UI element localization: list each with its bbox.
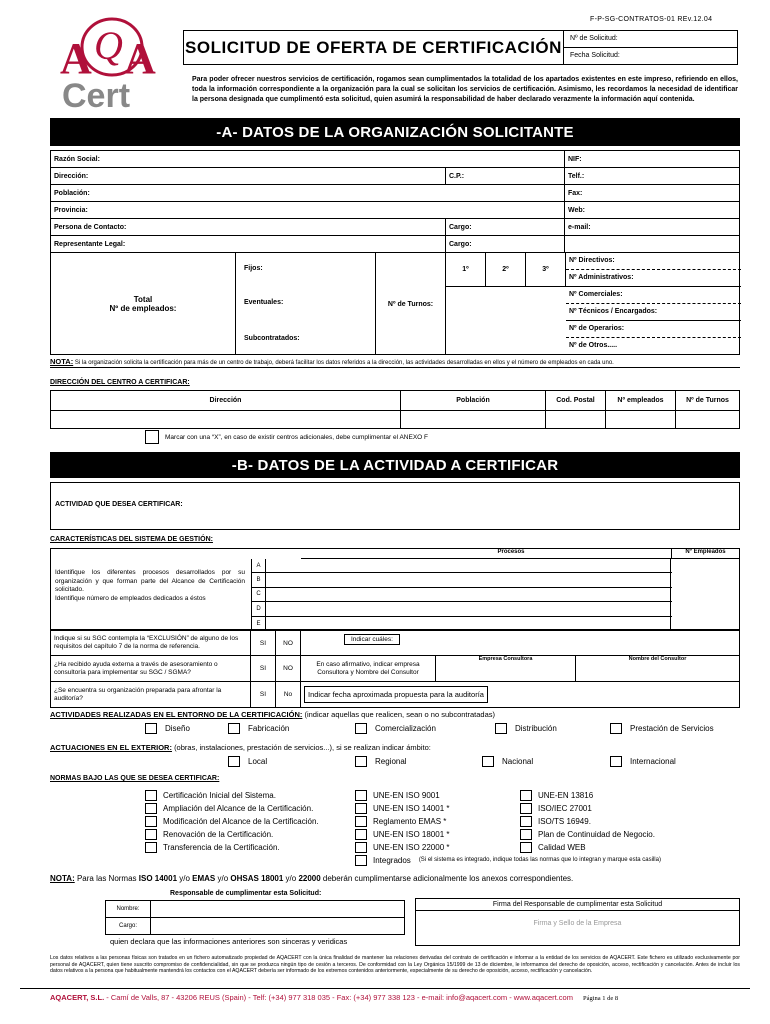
questions-table [50,630,740,708]
norma-option[interactable] [355,815,446,828]
q2-nombre[interactable]: Nombre del Consultor [576,656,740,682]
legal-text: Los datos relativos a las personas físicas son tratados en un fichero automatizado propiedad de AQACERT con la única finalidad de mantener las relaciones derivadas del contrato de certificación e informar a la entidad de los servicios de AQACERT. Este fichero es utilizado exclusivamente por personal de AQACERT, quien tiene suscrito compromiso de confidencialidad, sin que se produzca ningún tipo de cesión a terceros. De conformidad con la Ley Orgánica 15/1999 de 13 de diciembre, le informamos del derecho de oposición, acceso, rectificación y cancelación. Antes de incluir los datos relativos a la persona que habitualmente mantendrá los contactos con el AQACERT debería ser informado de los extremos contenidos anteriormente, especialmente de su derecho de oposición, acceso, rectificación y cancelación. [50,955,740,974]
nif-label[interactable]: NIF: [565,151,740,168]
proceso-letter: A [252,559,266,572]
norma-label: UNE-EN ISO 9001 [373,791,440,800]
q3-no[interactable]: No [276,682,301,708]
employees-block [50,253,740,355]
norma-checkbox[interactable] [520,816,532,827]
norma-label: UNE-EN ISO 22000 * [373,843,450,852]
norma-label: ISO/TS 16949. [538,817,591,826]
norma-checkbox[interactable] [145,790,157,801]
procesos-block [50,548,740,630]
cargo2-label[interactable]: Cargo: [446,236,565,253]
cat-administrativos[interactable]: Nº Administrativos: [566,270,741,287]
act-options [50,723,740,737]
cat-tecnicos[interactable]: Nº Técnicos / Encargados: [566,304,741,321]
nempleados-label: Nº de empleados: [109,304,177,313]
org-table [50,150,740,253]
ext-title: ACTUACIONES EN EL EXTERIOR: (obras, instalaciones, prestación de servicios...), si se realizan indicar ámbito: [50,743,431,752]
option-checkbox[interactable] [145,723,157,734]
svg-text:Cert: Cert [62,77,131,110]
cargo-field[interactable] [151,918,405,935]
web-label[interactable]: Web: [565,202,740,219]
cargo-sign-label: Cargo: [106,918,151,935]
firma-box[interactable] [415,898,740,946]
q3-si[interactable]: SI [251,682,276,708]
option-checkbox[interactable] [610,756,622,767]
turno-3[interactable]: 3º [542,266,549,273]
norma-option[interactable] [520,841,586,854]
cp-label[interactable]: C.P.: [446,168,565,185]
firma-label: Firma del Responsable de cumplimentar esta Solicitud [416,899,739,911]
option-checkbox[interactable] [482,756,494,767]
norma-option[interactable] [520,828,655,841]
norma-label: Reglamento EMAS * [373,817,447,826]
norma-label: ISO/IEC 27001 [538,804,592,813]
option-checkbox[interactable] [355,723,367,734]
cat-operarios[interactable]: Nº de Operarios: [566,321,741,338]
option-dise-o[interactable] [145,723,190,734]
cargo-label[interactable]: Cargo: [446,219,565,236]
q1-no[interactable]: NO [276,631,301,656]
norma-label: Renovación de la Certificación. [163,830,274,839]
resp-table [105,900,405,935]
norma-option[interactable] [145,841,280,854]
norma-checkbox[interactable] [520,790,532,801]
footer: AQACERT, S.L. - Camí de Valls, 87 - 43206 REUS (Spain) - Telf: (+34) 977 318 035 - Fax: (+34) 977 338 123 - e-mail: info@aqacert.com - www.aqacert.com Página 1 de 8 [50,993,619,1002]
procesos-head: Procesos [301,549,721,559]
option-comercializaci-n[interactable] [355,723,436,734]
anexo-row: Marcar con una “X”, en caso de existir centros adicionales, debe cumplimentar el ANEXO F [145,430,428,444]
norma-checkbox[interactable] [355,829,367,840]
proceso-row-e[interactable] [252,617,672,631]
norma-label: Modificación del Alcance de la Certificación. [163,817,319,826]
direccion-label[interactable]: Dirección: [51,168,446,185]
norma-label: Plan de Continuidad de Negocio. [538,830,655,839]
aqacert-logo [50,15,170,110]
option-checkbox[interactable] [228,723,240,734]
q3-text: ¿Se encuentra su organización preparada para afrontar la auditoría? [51,682,251,708]
nombre-label: Nombre: [106,901,151,918]
proceso-row-a[interactable] [252,559,672,573]
act-title: ACTIVIDADES REALIZADAS EN EL ENTORNO DE LA CERTIFICACIÓN: (indicar aquellas que realicen, sean o no subcontratadas) [50,710,496,719]
proceso-letter: B [252,573,266,586]
declaracion: quien declara que las informaciones anteriores son sinceras y veridicas [110,937,348,946]
norma-option[interactable] [355,828,449,841]
norma-option[interactable] [355,841,449,854]
norma-option[interactable] [145,789,276,802]
caract-title: CARACTERÍSTICAS DEL SISTEMA DE GESTIÓN: [50,536,213,543]
q2-si[interactable]: SI [251,656,276,682]
q1-note: Indicar cuáles: [344,634,400,645]
option-label: Local [248,757,268,766]
sol-number-field[interactable]: Nº de Solicitud: [564,31,737,48]
norma-checkbox[interactable] [355,842,367,853]
integrados-option[interactable] [355,854,661,867]
col-direccion: Dirección [51,391,401,411]
svg-text:A: A [124,34,156,83]
option-label: Nacional [502,757,534,766]
integrados-note: (Si el sistema es integrado, indique todas las normas que lo integran y marque esta casilla) [418,857,661,863]
nombre-field[interactable] [151,901,405,918]
total-label: Total [133,295,153,304]
option-internacional[interactable] [610,756,676,767]
section-b-title: -B- DATOS DE LA ACTIVIDAD A CERTIFICAR [50,452,740,478]
option-local[interactable] [228,756,267,767]
fijos-label: Fijos: [244,265,263,272]
centro-title: DIRECCIÓN DEL CENTRO A CERTIFICAR: [50,379,190,386]
norma-label: Certificación Inicial del Sistema. [163,791,276,800]
option-prestaci-n-de-servicios[interactable] [610,723,714,734]
option-checkbox[interactable] [495,723,507,734]
q2-text: ¿Ha recibido ayuda externa a través de asesoramiento o consultoría para implementar su SGC / SGMA? [51,656,251,682]
norma-label: UNE-EN ISO 14001 * [373,804,450,813]
q2-empresa[interactable]: Empresa Consultora [436,656,576,682]
sello-label: Firma y Sello de la Empresa [533,920,622,927]
ident-text: Identifique los diferentes procesos desarrollados por su organización y que forman parte del Alcance de Certificación solicitado. Identifique número de empleados dedicados a éstos [55,569,245,602]
norma-option[interactable] [520,789,593,802]
option-checkbox[interactable] [610,723,622,734]
norma-option[interactable] [355,789,440,802]
cat-comerciales[interactable]: Nº Comerciales: [566,287,741,304]
nemp-head: Nº Empleados [671,549,739,559]
sol-date-field[interactable]: Fecha Solicitud: [570,52,620,60]
integrados-label: Integrados [373,856,411,865]
resp-title: Responsable de cumplimentar esta Solicitud: [170,890,322,897]
provincia-label[interactable]: Provincia: [51,202,565,219]
norma-checkbox[interactable] [355,816,367,827]
proceso-row-b[interactable] [252,573,672,587]
proceso-row-c[interactable] [252,588,672,602]
representante-label[interactable]: Representante Legal: [51,236,446,253]
col-cp: Cod. Postal [546,391,606,411]
intro-text: Para poder ofrecer nuestros servicios de certificación, rogamos sean cumplimentados la totalidad de los apartados existentes en este impreso, refiriendo en ellos, toda la información correspondiente a la organización para la cual se solicitan los servicios de certificación. Asimismo, les recordamos la necesidad de identificar la persona designada que cumplimentó esta solicitud, quien asumirá la responsabilidad de haber declarado verazmente la información aquí contenida. [192,76,738,103]
norma-option[interactable] [145,802,313,815]
telf-label[interactable]: Telf.: [565,168,740,185]
svg-text:A: A [60,34,92,83]
norma-label: Ampliación del Alcance de la Certificación. [163,804,314,813]
subcontratados-label: Subcontratados: [244,335,300,342]
q1-si[interactable]: SI [251,631,276,656]
norma-label: UNE-EN 13816 [538,791,594,800]
razon-label[interactable]: Razón Social: [51,151,565,168]
cat-otros[interactable]: Nº de Otros..... [569,342,618,349]
norma-checkbox[interactable] [355,803,367,814]
section-a-title: -A- DATOS DE LA ORGANIZACIÓN SOLICITANTE [50,118,740,146]
integrados-checkbox[interactable] [355,855,367,866]
norma-option[interactable] [145,815,319,828]
norma-label: UNE-EN ISO 18001 * [373,830,450,839]
contacto-label[interactable]: Persona de Contacto: [51,219,446,236]
nota-b: NOTA: Para las Normas ISO 14001 y/o EMAS y/o OHSAS 18001 y/o 22000 deberán cumplimentarse adicionalmente los anexos correspondientes. [50,874,574,883]
proceso-letter: D [252,602,266,615]
eventuales-label: Eventuales: [244,299,284,306]
q3-note: Indicar fecha aproximada propuesta para la auditoría [304,686,488,703]
turno-2[interactable]: 2º [486,253,526,286]
option-nacional[interactable] [482,756,533,767]
normas-block [145,789,745,873]
q1-text: Indique si su SGC contempla la “EXCLUSIÓN” de alguno de los requisitos del capítulo 7 de la norma de referencia. [51,631,251,656]
turno-1[interactable]: 1º [446,253,486,286]
option-regional[interactable] [355,756,407,767]
norma-checkbox[interactable] [520,803,532,814]
norma-checkbox[interactable] [520,829,532,840]
svg-text:Q: Q [94,23,123,68]
option-distribuci-n[interactable] [495,723,557,734]
option-label: Diseño [165,724,190,733]
q2-note: En caso afirmativo, indicar empresa Consultora y Nombre del Consultor [301,656,436,682]
norma-label: Calidad WEB [538,843,586,852]
norma-option[interactable] [355,802,449,815]
proceso-letter: C [252,588,266,601]
option-label: Prestación de Servicios [630,724,714,733]
proceso-letter: E [252,617,266,631]
norma-checkbox[interactable] [145,803,157,814]
norma-checkbox[interactable] [145,816,157,827]
option-checkbox[interactable] [228,756,240,767]
norm-title: NORMAS BAJO LAS QUE SE DESEA CERTIFICAR: [50,775,220,782]
norma-checkbox[interactable] [520,842,532,853]
option-fabricaci-n[interactable] [228,723,289,734]
option-label: Comercialización [375,724,436,733]
actividad-field[interactable]: ACTIVIDAD QUE DESEA CERTIFICAR: [50,482,740,530]
norma-checkbox[interactable] [355,790,367,801]
col-poblacion: Población [401,391,546,411]
solicitud-box [563,30,738,65]
page-title: SOLICITUD DE OFERTA DE CERTIFICACIÓN [183,30,563,65]
email-label[interactable]: e-mail: [565,219,740,236]
ext-options [50,756,740,770]
norma-option[interactable] [520,815,591,828]
norma-option[interactable] [520,802,592,815]
option-label: Regional [375,757,407,766]
col-empleados: Nº empleados [606,391,676,411]
proceso-row-d[interactable] [252,602,672,616]
option-label: Internacional [630,757,676,766]
col-turnos: Nº de Turnos [676,391,740,411]
fax-label[interactable]: Fax: [565,185,740,202]
q2-no[interactable]: NO [276,656,301,682]
centro-table [50,390,740,429]
option-checkbox[interactable] [355,756,367,767]
nota-a: NOTA: Si la organización solicita la certificación para más de un centro de trabajo, deberá facilitar los datos referidos a la dirección, las actividades desarrolladas en ellos y el número de empleados en cada uno. [50,357,740,368]
option-label: Fabricación [248,724,290,733]
option-label: Distribución [515,724,557,733]
anexo-checkbox[interactable] [145,430,159,444]
norma-checkbox[interactable] [145,829,157,840]
norma-checkbox[interactable] [145,842,157,853]
turnos-label: Nº de Turnos: [376,253,446,355]
cat-directivos[interactable]: Nº Directivos: [566,253,741,270]
form-code: F-P-SG-CONTRATOS-01 REv.12.04 [590,16,713,23]
norma-option[interactable] [145,828,273,841]
poblacion-label[interactable]: Población: [51,185,565,202]
norma-label: Transferencia de la Certificación. [163,843,280,852]
